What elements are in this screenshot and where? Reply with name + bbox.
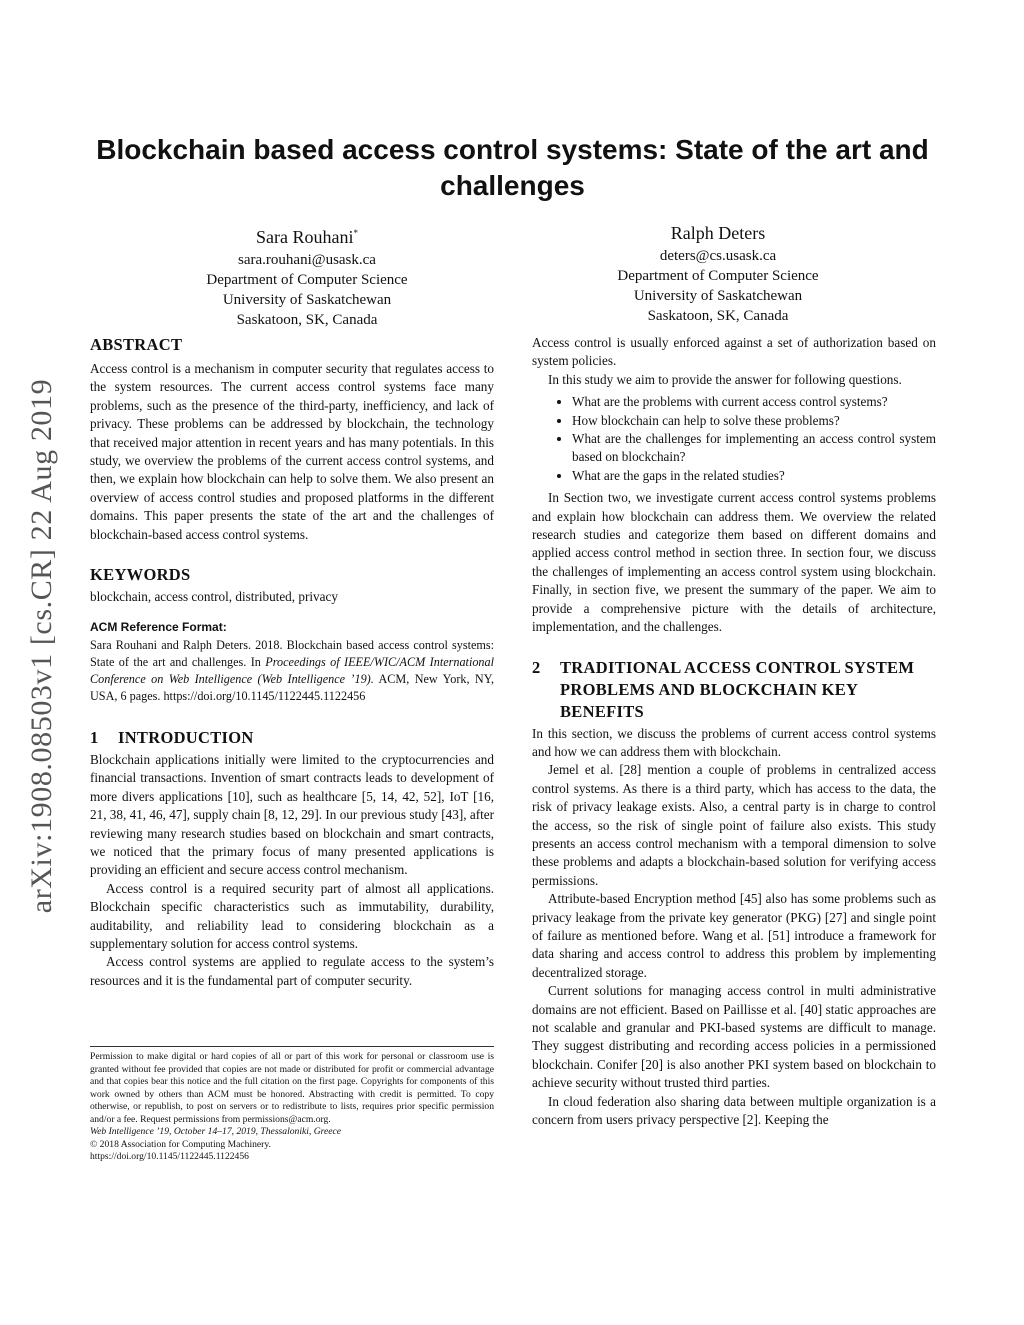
author-email[interactable]: sara.rouhani@usask.ca bbox=[238, 252, 376, 268]
doi-link[interactable]: https://doi.org/10.1145/1122445.1122456 bbox=[90, 1151, 249, 1162]
copyright-line: © 2018 Association for Computing Machinery. bbox=[90, 1138, 271, 1150]
author-name: Ralph Deters bbox=[670, 223, 766, 243]
author-email[interactable]: deters@cs.usask.ca bbox=[659, 248, 777, 264]
intro-paragraph-2: Access control is a required security part of almost all applications. Blockchain specific characteristics such as immutability, durability, auditability, and reliability lead to considering blockchain as a supplementary solution for access control systems. bbox=[90, 880, 494, 951]
section-1-heading: 1 INTRODUCTION bbox=[90, 727, 254, 747]
author-university: University of Saskatchewan bbox=[633, 288, 803, 304]
author-block-1 bbox=[157, 220, 457, 330]
section-2-paragraph-4: Current solutions for managing access control in multi administrative domains are not efficient. Based on Paillisse et al. [40] static approaches are not scalable and granular and PKI-based systems are difficult to manage. They suggest distributing and recording access policies in a permissioned blockchain. Conifer [20] is also another PKI system based on blockchain to achieve security without trusted third parties. bbox=[532, 983, 936, 1091]
section-2-paragraph-1: In this section, we discuss the problems of current access control systems and how we can address them with blockchain. bbox=[532, 725, 936, 759]
right-column bbox=[532, 334, 936, 1129]
left-column bbox=[90, 334, 494, 990]
list-item: • How blockchain can help to solve these problems? bbox=[572, 412, 936, 430]
acm-reference-text: Sara Rouhani and Ralph Deters. 2018. Blockchain based access control systems: State of the art and challenges. In Proceedings of IEEE/WIC/ACM International Conference on Web Intelligence (Web Intelligence ’19). ACM, New York, NY, USA, 6 pages. https://doi.org/10.1145/1122445.1122456 bbox=[90, 637, 494, 703]
section-2-paragraph-3: Attribute-based Encryption method [45] also has some problems such as privacy leakage from the private key generator (PKG) [27] and single point of failure as mentioned before. Wang et al. [51] introduce a framework for data sharing and access control to address this problem by implementing decentralized storage. bbox=[532, 891, 936, 980]
arxiv-identifier bbox=[10, 346, 74, 946]
section-2-paragraph-5: In cloud federation also sharing data between multiple organization is a concern from users privacy perspective [2]. Keeping the bbox=[532, 1093, 936, 1128]
author-location: Saskatoon, SK, Canada bbox=[236, 312, 378, 328]
abstract-text: Access control is a mechanism in computer security that regulates access to the system resources. The current access control systems face many problems, such as the presence of the third-party, inefficiency, and lack of privacy. These problems can be addressed by blockchain, the technology that received major attention in recent years and has many potentials. In this study, we overview the problems of the current access control systems, and then, we explain how blockchain can help to solve them. We also present an overview of access control studies and proposed platforms in the different domains. This paper presents the state of the art and the challenges of blockchain-based access control systems. bbox=[90, 361, 494, 542]
author-name: Sara Rouhani* bbox=[256, 227, 358, 247]
arxiv-identifier-text: arXiv:1908.08503v1 [cs.CR] 22 Aug 2019 bbox=[25, 378, 58, 914]
paper-title: Blockchain based access control systems: State of the art and challenges bbox=[96, 134, 929, 201]
intro-paragraph-4: Access control is usually enforced against a set of authorization based on system policies. bbox=[532, 335, 936, 369]
intro-paragraph-5: In this study we aim to provide the answer for following questions. bbox=[548, 371, 902, 387]
author-block-2 bbox=[568, 220, 868, 326]
section-2-paragraph-2: Jemel et al. [28] mention a couple of problems in centralized access control systems. As there is a third party, which has access to the data, the risk of privacy leakage exists. Also, a central party is in charge to control the access, so the risk of single point of failure also exists. This study presents an access control mechanism with a temporal dimension to solve these problems and adapts a blockchain-based solution for verifying access permissions. bbox=[532, 762, 936, 888]
author-department: Department of Computer Science bbox=[206, 272, 408, 288]
research-questions-list bbox=[532, 393, 936, 485]
keywords-heading: KEYWORDS bbox=[90, 565, 191, 585]
author-location: Saskatoon, SK, Canada bbox=[647, 308, 789, 324]
intro-paragraph-3: Access control systems are applied to regulate access to the system’s resources and it is the fundamental part of computer security. bbox=[90, 954, 494, 988]
intro-paragraph-6: In Section two, we investigate current access control systems problems and explain how blockchain can address them. We overview the related research studies and categorize them based on different domains and applied access control method in section three. In section four, we discuss the challenges of implementing an access control system using blockchain. Finally, in section five, we present the summary of the paper. We aim to provide a comprehensive picture with the details of architecture, implementation, and the challenges. bbox=[532, 490, 936, 635]
keywords-text: blockchain, access control, distributed, privacy bbox=[90, 589, 338, 605]
conference-venue: Web Intelligence ’19, October 14–17, 2019, Thessaloniki, Greece bbox=[90, 1126, 342, 1137]
list-item: • What are the problems with current access control systems? bbox=[572, 393, 936, 411]
intro-paragraph-1: Blockchain applications initially were limited to the cryptocurrencies and financial transactions. Invention of smart contracts leads to development of more divers applications [10], such as healthcare [5, 14, 42, 52], IoT [16, 21, 38, 41, 46, 47], supply chain [8, 12, 29]. In our previous study [43], after reviewing many research studies based on blockchain and smart contracts, we noticed that the primary focus of many presented applications is providing an efficient and secure access control mechanism. bbox=[90, 751, 494, 878]
author-department: Department of Computer Science bbox=[617, 268, 819, 284]
list-item: • What are the challenges for implementing an access control system based on blockchain? bbox=[572, 430, 936, 467]
section-2-heading: 2 TRADITIONAL ACCESS CONTROL SYSTEM PROBLEMS AND BLOCKCHAIN KEY BENEFITS bbox=[532, 657, 915, 721]
abstract-heading: ABSTRACT bbox=[90, 335, 183, 354]
copyright-footnote bbox=[90, 1046, 494, 1164]
list-item: • What are the gaps in the related studies? bbox=[572, 467, 936, 485]
permission-notice: Permission to make digital or hard copies of all or part of this work for personal or classroom use is granted without fee provided that copies are not made or distributed for profit or commercial advantage and that copies bear this notice and the full citation on the first page. Copyrights for components of this work owned by others than ACM must be honored. Abstracting with credit is permitted. To copy otherwise, or republish, to post on servers or to redistribute to lists, requires prior specific permission and/or a fee. Request permissions from permissions@acm.org. bbox=[90, 1051, 494, 1125]
acm-reference-heading: ACM Reference Format: bbox=[90, 620, 227, 635]
author-university: University of Saskatchewan bbox=[222, 292, 392, 308]
